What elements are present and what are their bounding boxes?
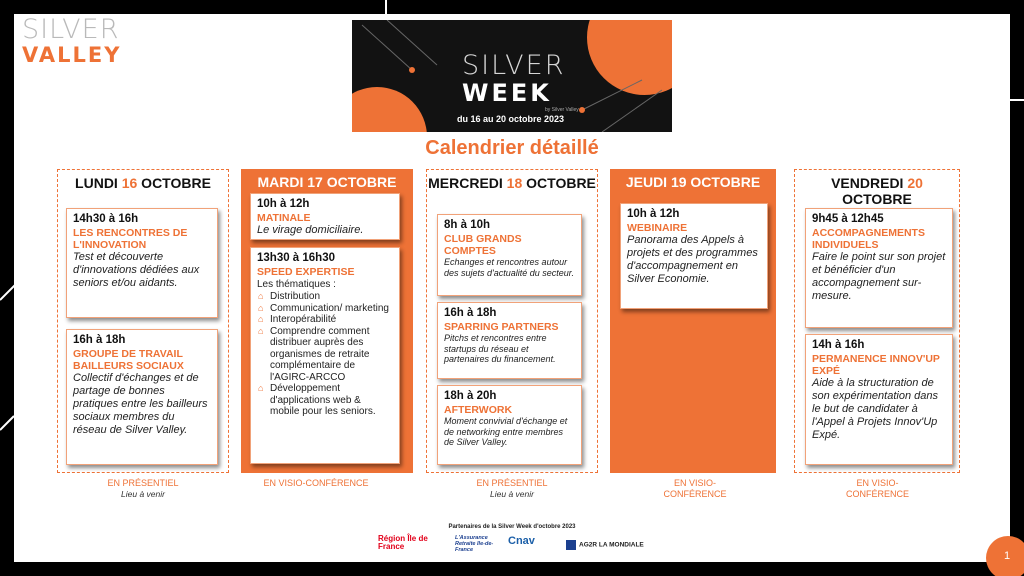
ag2r-logo: AG2R LA MONDIALE xyxy=(566,540,644,550)
page-title: Calendrier détaillé xyxy=(425,137,599,159)
event-card[interactable]: 18h à 20h AFTERWORK Moment convivial d'échange et de networking entre membres de Silver Valley. xyxy=(437,385,582,465)
event-card[interactable]: 16h à 18h GROUPE DE TRAVAIL BAILLEURS SOCIAUX Collectif d'échanges et de partage de bonnes pratiques entre les bailleurs sociaux membres du réseau de Silver Valley. xyxy=(66,329,218,465)
list-item: ⌂ Développement d'applications web & mobile pour les seniors. xyxy=(257,383,393,418)
banner-by: by Silver Valley xyxy=(545,107,579,113)
format-label: EN PRÉSENTIEL Lieu à venir xyxy=(476,478,548,499)
day-column-friday xyxy=(794,169,960,473)
day-header: JEUDI 19 OCTOBRE xyxy=(625,174,761,190)
day-header: MARDI 17 OCTOBRE xyxy=(257,174,397,190)
day-header: MERCREDI 18 OCTOBRE xyxy=(428,175,596,191)
partners-title: Partenaires de la Silver Week d'octobre 2023 xyxy=(448,524,576,530)
day-header: VENDREDI 20 OCTOBRE xyxy=(831,175,923,207)
banner-week: WEEK xyxy=(462,79,552,107)
theme-list xyxy=(257,291,393,418)
cnav-logo: Cnav xyxy=(508,535,535,547)
region-idf-logo: Région Île de France xyxy=(378,534,428,551)
day-column-wednesday xyxy=(426,169,598,473)
day-header: LUNDI 16 OCTOBRE xyxy=(75,175,211,191)
event-card[interactable]: 13h30 à 16h30 SPEED EXPERTISE Les thématiques : ⌂ Distribution ⌂ Communication/ marketing ⌂ Interopérabilité ⌂ Comprendre comment distribuer auprès des organismes de retraite complémentaire de l'AGIRC-ARCCO ⌂ Développement d'applications web & mobile pour les seniors. xyxy=(250,247,400,464)
event-card[interactable]: 10h à 12h MATINALE Le virage domiciliaire. xyxy=(250,193,400,240)
banner-silver: SILVER xyxy=(462,50,566,81)
list-item: ⌂ Communication/ marketing xyxy=(257,303,393,315)
format-label: EN VISIO-CONFÉRENCE xyxy=(845,478,909,499)
page-number-badge: 1 xyxy=(986,536,1024,576)
event-card[interactable]: 10h à 12h WEBINAIRE Panorama des Appels à projets et des programmes d'accompagnement en Silver Economie. xyxy=(620,203,768,309)
format-label: EN VISIO-CONFÉRENCE xyxy=(263,478,369,488)
day-column-monday xyxy=(57,169,229,473)
event-card[interactable]: 14h à 16h PERMANENCE INNOV'UP EXPÉ Aide à la structuration de son expérimentation dans le but de candidater à l'Appel à Projets Innov'Up Expé. xyxy=(805,334,953,465)
day-column-thursday xyxy=(610,169,776,473)
silver-valley-logo: SILVER VALLEY xyxy=(22,14,122,67)
ag2r-icon xyxy=(566,540,576,550)
event-card[interactable]: 16h à 18h SPARRING PARTNERS Pitchs et rencontres entre startups du réseau et partenaires du financement. xyxy=(437,302,582,379)
event-card[interactable]: 14h30 à 16h LES RENCONTRES DE L'INNOVATION Test et découverte d'innovations dédiées aux seniors et/ou aidants. xyxy=(66,208,218,318)
assurance-retraite-logo: L'Assurance Retraite Ile-de-France xyxy=(455,535,494,553)
silver-week-banner xyxy=(352,20,672,132)
list-item: ⌂ Distribution xyxy=(257,291,393,303)
day-column-tuesday xyxy=(241,169,413,473)
list-item: ⌂ Interopérabilité xyxy=(257,314,393,326)
format-label: EN VISIO-CONFÉRENCE xyxy=(663,478,727,499)
event-card[interactable]: 8h à 10h CLUB GRANDS COMPTES Echanges et rencontres autour des sujets d'actualité du secteur. xyxy=(437,214,582,296)
banner-dates: du 16 au 20 octobre 2023 xyxy=(457,114,565,124)
format-label: EN PRÉSENTIEL Lieu à venir xyxy=(107,478,179,499)
list-item: ⌂ Comprendre comment distribuer auprès des organismes de retraite complémentaire de l'AGIRC-ARCCO xyxy=(257,326,393,384)
event-card[interactable]: 9h45 à 12h45 ACCOMPAGNEMENTS INDIVIDUELS Faire le point sur son projet et bénéficier d'un accompagnement sur-mesure. xyxy=(805,208,953,328)
